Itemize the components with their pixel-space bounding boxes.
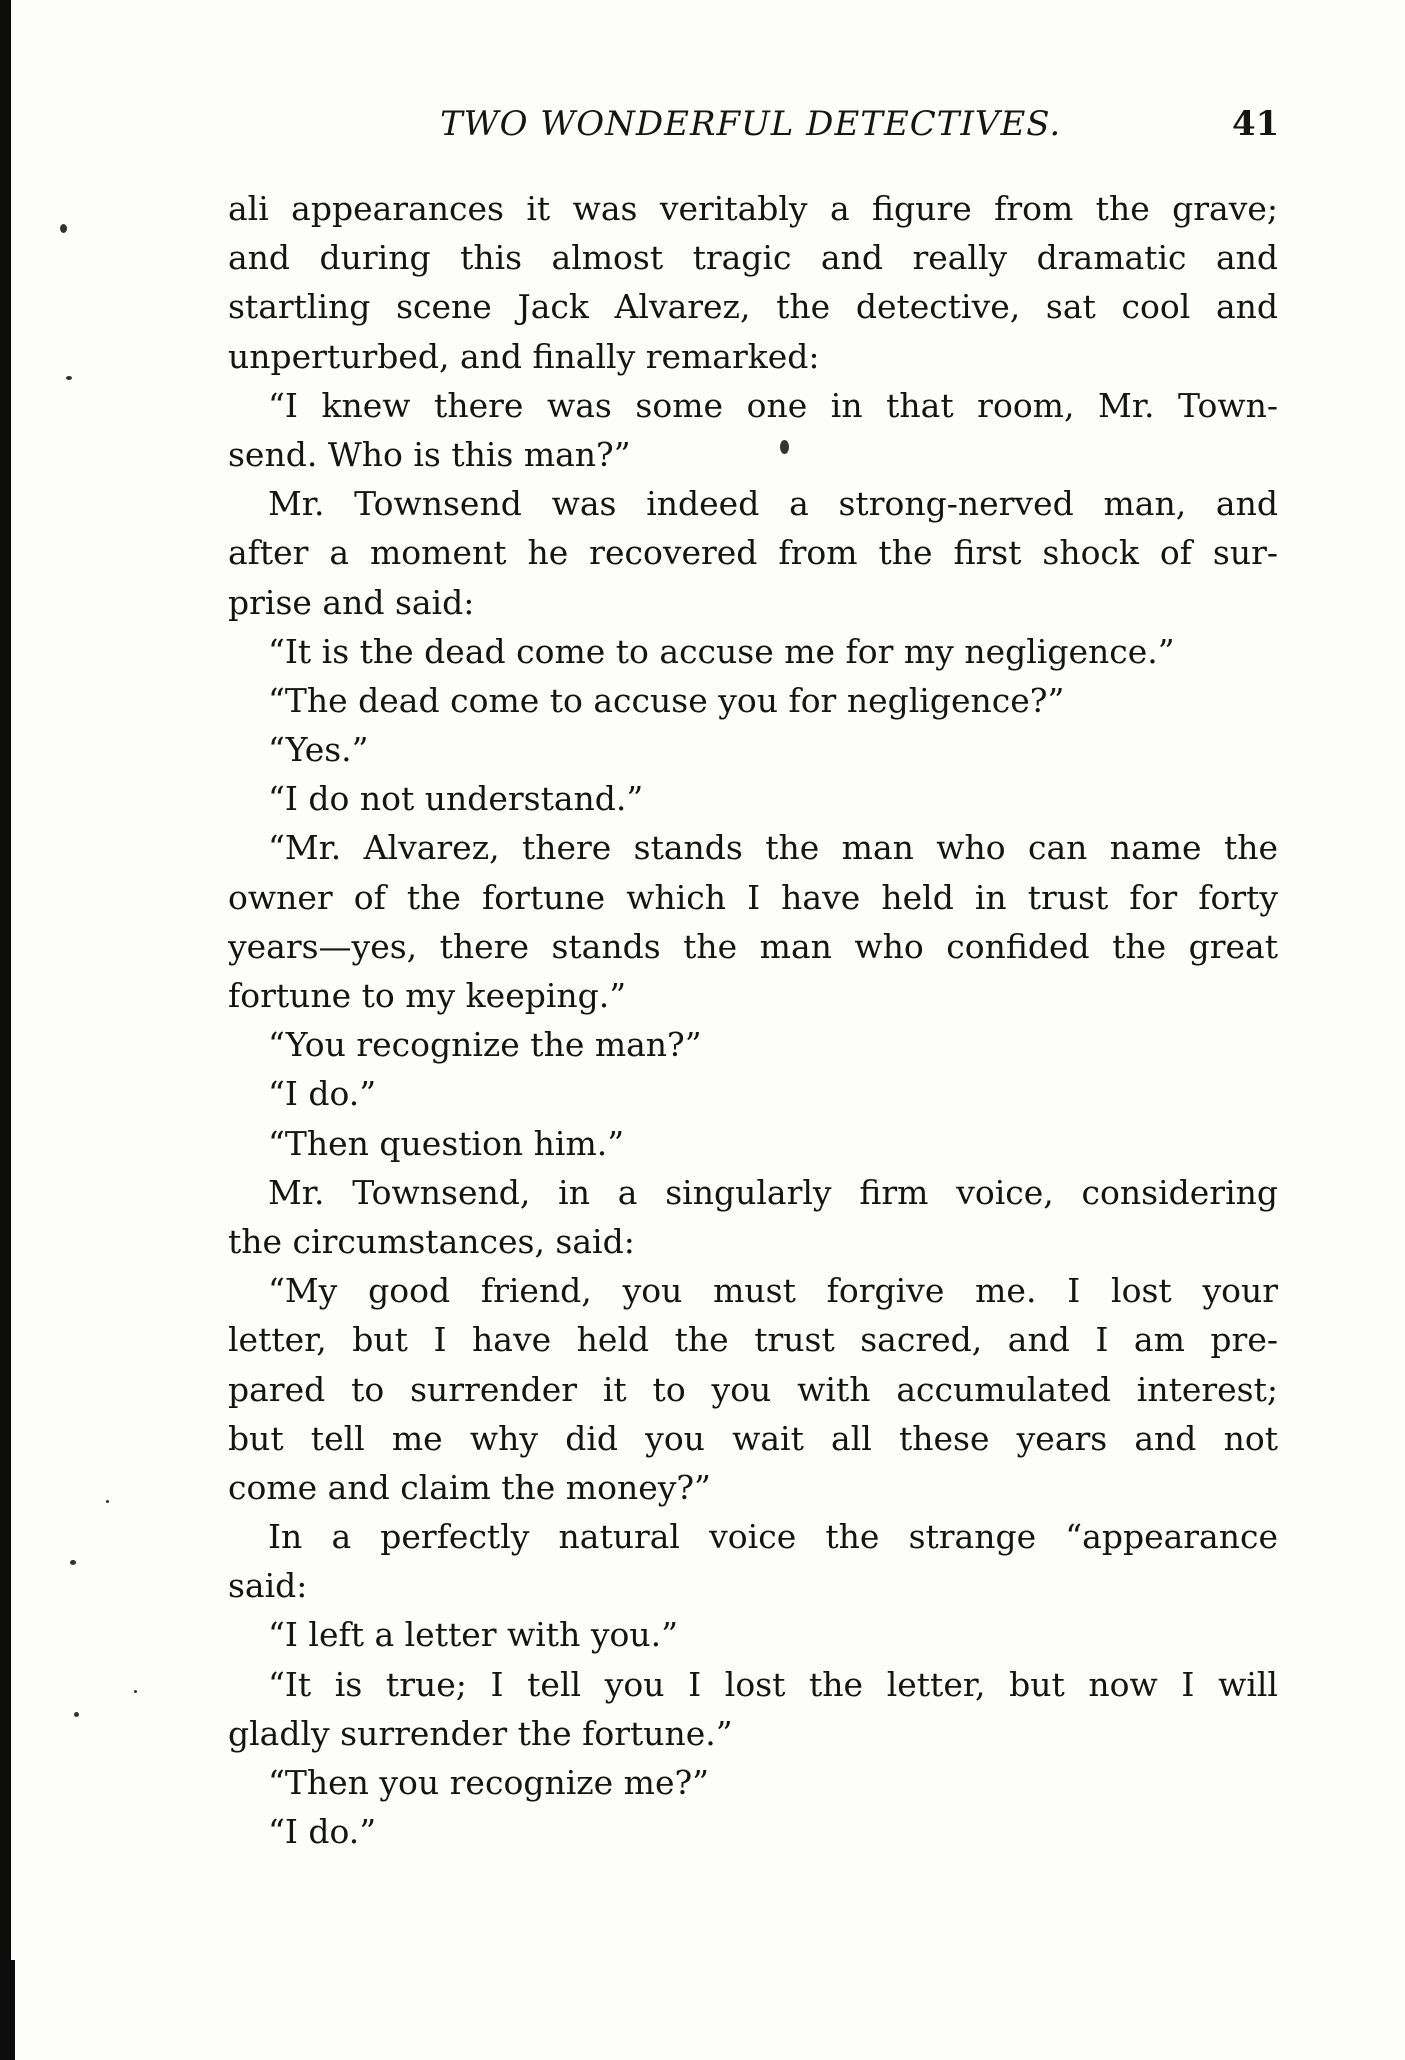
margin-speck: [134, 1690, 137, 1693]
running-head-title: TWO WONDERFUL DETECTIVES.: [440, 104, 1062, 144]
text-line: fortune to my keeping.”: [228, 976, 627, 1015]
text-line: “I do.”: [268, 1074, 377, 1114]
text-line: In a perfectly natural voice the strange “appearance: [268, 1517, 1278, 1557]
book-spine-shadow: [0, 0, 11, 2060]
text-line: “The dead come to accuse you for negligence?”: [268, 680, 1065, 720]
text-line: “I do.”: [268, 1812, 377, 1852]
text-line: startling scene Jack Alvarez, the detective, sat cool and: [228, 287, 1278, 327]
text-line: unperturbed, and finally remarked:: [228, 336, 820, 376]
margin-speck: [106, 1500, 109, 1503]
text-line: send. Who is this man?”: [228, 434, 631, 474]
text-line: “Then question him.”: [268, 1123, 625, 1163]
text-line: “Yes.”: [268, 730, 369, 770]
text-line: the circumstances, said:: [228, 1221, 635, 1261]
text-line: gladly surrender the fortune.”: [228, 1713, 733, 1753]
page-number: 41: [1232, 104, 1280, 144]
text-line: letter, but I have held the trust sacred, and I am pre-: [228, 1320, 1278, 1360]
text-line: “I left a letter with you.”: [268, 1615, 678, 1655]
text-line: come and claim the money?”: [228, 1467, 711, 1507]
text-line: and during this almost tragic and really dramatic and: [228, 238, 1278, 278]
text-line: “It is the dead come to accuse me for my negligence.”: [268, 631, 1175, 671]
text-line: prise and said:: [228, 582, 475, 622]
text-line: years—yes, there stands the man who confided the great: [228, 926, 1278, 966]
margin-speck: [66, 376, 72, 380]
text-line: pared to surrender it to you with accumulated interest;: [228, 1369, 1278, 1409]
margin-speck: [60, 224, 67, 233]
book-spine-shadow-bottom: [0, 1960, 15, 2060]
text-line: “I knew there was some one in that room, Mr. Town-: [268, 385, 1278, 425]
text-line: Mr. Townsend, in a singularly firm voice, considering: [268, 1172, 1278, 1212]
text-line: Mr. Townsend was indeed a strong-nerved man, and: [268, 484, 1278, 524]
text-line: owner of the fortune which I have held in trust for forty: [228, 877, 1278, 917]
body-text: [228, 184, 1278, 1856]
text-line: “My good friend, you must forgive me. I lost your: [268, 1271, 1278, 1311]
text-line: “Mr. Alvarez, there stands the man who can name the: [268, 828, 1278, 868]
text-line: “You recognize the man?”: [268, 1025, 702, 1065]
margin-speck: [74, 1712, 79, 1717]
margin-speck: [70, 1560, 76, 1565]
text-line: “Then you recognize me?”: [268, 1763, 710, 1802]
text-line: “I do not understand.”: [268, 779, 644, 819]
text-line: “It is true; I tell you I lost the letter, but now I will: [268, 1664, 1278, 1704]
text-line: ali appearances it was veritably a figure from the grave;: [228, 189, 1278, 228]
text-line: after a moment he recovered from the first shock of sur-: [228, 533, 1278, 573]
text-line: but tell me why did you wait all these years and not: [228, 1418, 1278, 1458]
text-line: said:: [228, 1566, 308, 1606]
